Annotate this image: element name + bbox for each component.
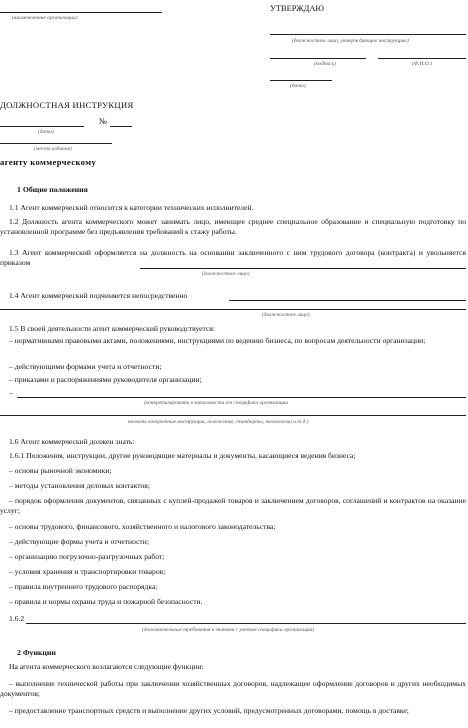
para-1-2: 1.2 Должность агента коммерческого может занимать лицо, имеющее среднее специальное образование и специальную подготовку по установленной программе без предъявления требований к стажу работы. [0,217,466,237]
para-1-4-line2[interactable] [0,309,466,310]
number-sign: № [99,117,107,126]
list-item: – организацию погрузочно-разгрузочных работ; [9,552,165,561]
list-item: – условия хранения и транспортировки товаров; [9,567,166,576]
para-1-5-a: – нормативными правовыми актами, положениями, инструкциями по ведению бизнеса, по вопросам деятельности организации; [9,336,426,345]
para-1-5-b: – действующими формами учета и отчетности; [9,362,162,371]
list-item: – правила внутреннего трудового распорядка; [9,582,158,591]
list-item: – методы установления деловых контактов; [9,481,150,490]
list-item: – основы трудового, финансового, хозяйственного и налогового законодательства; [9,522,276,531]
para-1-3-line[interactable] [140,268,466,269]
list-item: – предоставление транспортных средств и выполнение других условий, предусмотренных договорами, помощь в доставке; [9,706,409,715]
approver-position-caption: (должностное лицо, утверждающее инструкцию) [292,38,409,44]
approval-date-caption: (дата) [290,83,306,89]
section2-intro: На агента коммерческого возлагаются следующие функции: [9,662,204,671]
approver-position-line[interactable] [270,34,466,35]
para-1-4-caption: (должностное лицо) [262,312,310,318]
list-item: – основы рыночной экономики; [9,466,112,475]
para-1-6-2: 1.6.2 [9,614,25,623]
doc-number-line[interactable] [110,126,132,127]
para-1-5-caption2: назвать конкретные инструкции, положения, стандарты, технологии и т.д.) [128,419,309,425]
para-1-4-line[interactable] [229,300,466,301]
document-title: ДОЛЖНОСТНАЯ ИНСТРУКЦИЯ [0,100,134,110]
approve-label: УТВЕРЖДАЮ [270,4,324,13]
list-item: – действующие формы учета и отчетности; [9,537,149,546]
para-1-3-caption: (должностное лицо) [202,271,250,277]
para-1-6-2-line[interactable] [26,623,466,624]
approver-fio-line[interactable] [378,58,466,59]
doc-date-caption: (дата) [38,129,54,135]
approver-signature-caption: (подпись) [314,61,336,67]
para-1-5-c: – приказами и распоряжениями руководителя организации; [9,375,202,384]
para-1-4: 1.4 Агент коммерческий подчиняется непосредственно [9,291,188,300]
para-1-5-caption1: (конкретизировать в зависимости от специфики организации [144,400,288,406]
para-1-3 [0,248,466,268]
list-item: – выполнение технической работы при заключении хозяйственных договоров, надлежащее оформление договоров и других необходимых документов; [0,679,466,699]
org-name-line[interactable] [0,12,162,13]
para-1-6-1: 1.6.1 Положения, инструкции, другие руководящие материалы и документы, касающиеся ведения бизнеса; [9,451,356,460]
doc-place-caption: (место издания) [34,146,72,152]
org-name-caption: (наименование организации) [12,15,78,21]
para-1-5: 1.5 В своей деятельности агент коммерческий руководствуется: [9,324,215,333]
document-subject: агенту коммерческому [0,157,97,167]
approver-fio-caption: (Ф.И.О.) [412,61,432,67]
para-1-5-line1[interactable] [17,397,466,398]
para-1-6: 1.6 Агент коммерческий должен знать: [9,437,135,446]
para-1-6-2-caption: (дополнительные требования к знаниям с учетом специфики организации) [142,627,315,633]
para-1-5-line2[interactable] [0,415,466,416]
approval-date-line[interactable] [270,80,332,81]
para-1-1: 1.1 Агент коммерческий относится к категории технических исполнителей. [9,203,254,212]
doc-place-line[interactable] [0,143,112,144]
approver-signature-line[interactable] [270,58,366,59]
list-item: – правила и нормы охраны труда и пожарной безопасности. [9,597,203,606]
para-1-3-text: 1.3 Агент коммерческий оформляется на должность на основании заключенного с ним трудового договора (контракта) и увольняется приказом [0,248,466,268]
para-1-5-d: – [9,388,13,397]
list-item: – порядок оформления документов, связанных с куплей-продажей товаров и заключением договоров, соглашений и контрактов на оказание услуг; [0,496,466,516]
section2-heading: 2 Функции [17,648,56,657]
doc-date-line[interactable] [0,126,84,127]
section1-heading: 1 Общие положения [17,185,88,194]
